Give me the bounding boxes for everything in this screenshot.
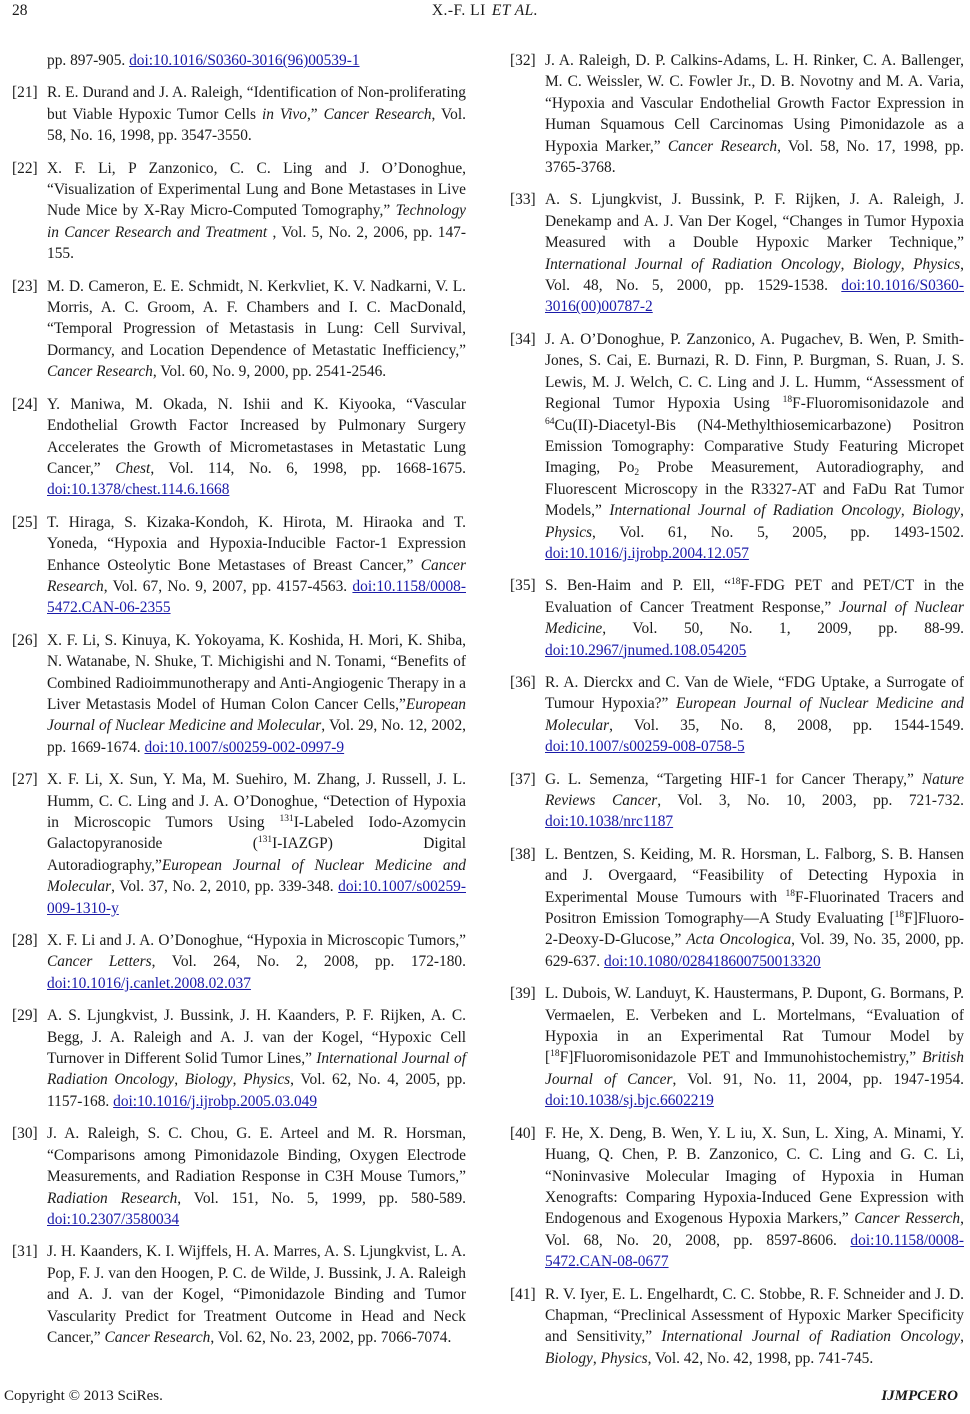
reference-number: [25] <box>12 513 38 531</box>
ref-text: , <box>232 1071 244 1089</box>
journal-name: Cancer Research <box>47 363 153 381</box>
reference-23 <box>12 276 466 383</box>
reference-26 <box>12 630 466 758</box>
journal-name: Physics <box>243 1071 291 1089</box>
reference-22 <box>12 158 466 265</box>
journal-name: Biology <box>184 1071 233 1089</box>
journal-name: Acta Oncologica <box>686 931 792 949</box>
reference-40 <box>510 1123 964 1273</box>
ref-text: , Vol. 91, No. 11, 2004, pp. 1947-1954. <box>672 1070 965 1088</box>
reference-number: [40] <box>510 1124 536 1142</box>
isotope-superscript: 131 <box>279 814 294 824</box>
reference-21 <box>12 82 466 146</box>
journal-name: Biology <box>545 1349 593 1367</box>
ref-text: Probe Measurement, Autoradiography, and Fluorescent Microscopy in the R3327-AT and FaDu Rat Tumor Models,” <box>545 459 964 520</box>
ref-text: , Vol. 5, No. 2, 2006, pp. 147-155. <box>47 223 466 263</box>
ref-text: R. E. Durand and J. A. Raleigh, “Identification of Non-proliferating but Viable Hypoxic Tumor Cells <box>47 84 466 123</box>
reference-column-right <box>510 50 964 1380</box>
running-head <box>0 2 970 20</box>
ref-text: , Vol. 39, No. 35, 2000, pp. 629-637. <box>545 931 965 970</box>
reference-number: [39] <box>510 985 536 1003</box>
ref-text: , <box>960 502 964 520</box>
ref-text: X. F. Li and J. A. O’Donoghue, “Hypoxia in Microscopic Tumors,” <box>47 932 466 950</box>
doi-link[interactable]: doi:10.1007/s00259-009-1310-y <box>47 878 466 917</box>
ref-text: J. A. Raleigh, S. C. Chou, G. E. Arteel and M. R. Horsman, “Comparisons among Pimonidazole Binding, Oxygen Electrode Measurements, and Radiation Response in C3H Mouse Tumors,” <box>47 1125 466 1186</box>
ref-text: F. He, X. Deng, B. Wen, Y. L iu, X. Sun, L. Xing, A. Minami, Y. Huang, Q. Chen, P. B. Zanzonico, C. C. Ling and G. C. Li, “Noninvasive Molecular Imaging of Hypoxia in Human Xenografts: Comparing Hypoxia-Induced Gene Expression with Endogenous and Exogenous Hypoxia Markers,” <box>545 1124 964 1228</box>
reference-continuation <box>12 50 466 71</box>
ref-text: pp. 897-905. <box>47 52 130 69</box>
ref-text: , Vol. 48, No. 5, 2000, pp. 1529-1538. <box>545 255 964 295</box>
ref-text: , <box>900 255 914 273</box>
journal-name: Physics <box>913 255 961 273</box>
reference-number: [41] <box>510 1285 536 1303</box>
ref-text: I-Labeled Iodo-Azomycin Galactopyranoside ( <box>47 814 467 853</box>
journal-name: International Journal of Radiation Oncology <box>661 1328 961 1346</box>
ref-text: , Vol. 62, No. 4, 2005, pp. 1157-168. <box>47 1071 467 1110</box>
reference-35 <box>510 575 964 661</box>
ref-text: , Vol. 67, No. 9, 2007, pp. 4157-4563. <box>103 577 353 595</box>
journal-name: Physics <box>600 1349 648 1367</box>
journal-name: Journal of Nuclear Medicine <box>545 598 964 638</box>
reference-36 <box>510 672 964 758</box>
ref-text: X. F. Li, S. Kinuya, K. Yokoyama, K. Koshida, H. Mori, K. Shiba, N. Watanabe, N. Shuke, T. Michigishi and N. Tonami, “Benefits of Combined Radioimmunotherapy and Anti-Angiogenic Therapy in a Liver Metastasis Model of Human Colon Cancer Cells,” <box>47 631 466 713</box>
reference-27 <box>12 769 466 919</box>
reference-31 <box>12 1241 466 1348</box>
doi-link[interactable]: doi:10.2967/jnumed.108.054205 <box>545 641 747 659</box>
ref-text: , Vol. 42, No. 42, 1998, pp. 741-745. <box>647 1349 874 1367</box>
journal-name: Cancer Research <box>667 137 778 155</box>
ref-text: S. Ben-Haim and P. Ell, “ <box>545 577 731 595</box>
journal-name: Biology <box>912 502 961 520</box>
ref-text: , Vol. 37, No. 2, 2010, pp. 339-348. <box>111 878 339 896</box>
reference-number: [32] <box>510 52 536 69</box>
reference-number: [23] <box>12 277 38 295</box>
journal-name: Cancer Letters <box>47 953 152 971</box>
journal-name: International Journal of Radiation Oncology <box>545 255 841 273</box>
isotope-superscript: 18 <box>785 888 796 899</box>
ref-italic: in Vivo <box>261 105 307 123</box>
reference-25 <box>12 512 466 619</box>
reference-24 <box>12 394 466 501</box>
journal-name: Cancer Resserch <box>854 1210 961 1228</box>
ref-text: I-IAZGP) Digital Autoradiography,” <box>47 835 466 874</box>
journal-name: Radiation Research <box>47 1189 178 1207</box>
ref-text: A. S. Ljungkvist, J. Bussink, P. F. Rijken, J. A. Raleigh, J. Denekamp and A. J. Van Der Kogel, “Changes in Tumor Hypoxia Measured with a Double Hypoxic Marker Technique,” <box>545 191 964 252</box>
doi-link[interactable]: doi:10.1378/chest.114.6.1668 <box>47 481 230 499</box>
reference-29 <box>12 1005 466 1112</box>
doi-link[interactable]: doi:10.1016/S0360-3016(00)00787-2 <box>545 277 964 316</box>
reference-number: [24] <box>12 395 38 413</box>
reference-number: [21] <box>12 84 38 102</box>
isotope-superscript: 18 <box>782 395 793 406</box>
ref-text: J. H. Kaanders, K. I. Wijffels, H. A. Marres, A. S. Ljungkvist, L. A. Pop, F. J. van den Hoogen, P. C. de Wilde, J. Bussink, J. A. Raleigh and A. J. van der Kogel, “Pimonidazole Binding and Tumor Vascularity Predict for Treatment Outcome in Head and Neck Cancer,” <box>47 1243 466 1346</box>
journal-name: European Journal of Nuclear Medicine and Molecular <box>47 856 466 896</box>
journal-name: Cancer Research <box>104 1328 211 1346</box>
ref-text: J. A. O’Donoghue, P. Zanzonico, A. Pugachev, B. Wen, P. Smith-Jones, S. Cai, E. Burnazi, R. D. Finn, P. Burgman, S. Ruan, J. S. Lewis, M. J. Welch, C. C. Ling and J. L. Humm, “Assessment of Regional Tumor Hypoxia Using <box>545 330 964 413</box>
journal-name: European Journal of Nuclear Medicine and Molecular <box>545 695 965 734</box>
ref-text: , Vol. 29, No. 12, 2002, pp. 1669-1674. <box>47 717 466 756</box>
copyright-notice: Copyright © 2013 SciRes. <box>4 1388 163 1404</box>
journal-name: European Journal of Nuclear Medicine and Molecular <box>47 695 466 735</box>
ref-text: X. F. Li, X. Sun, Y. Ma, M. Suehiro, M. Zhang, J. Russell, J. L. Humm, C. C. Ling and J. A. O’Donoghue, “Detection of Hypoxia in Microscopic Tumors Using <box>47 771 466 831</box>
reference-34 <box>510 329 964 564</box>
reference-number: [31] <box>12 1243 38 1261</box>
journal-name: Biology <box>852 255 901 273</box>
isotope-superscript: 18 <box>550 1049 560 1060</box>
ref-text: , Vol. 50, No. 1, 2009, pp. 88-99. <box>602 620 964 638</box>
reference-30 <box>12 1123 466 1230</box>
page-number: 28 <box>12 2 28 19</box>
ref-text: , Vol. 264, No. 2, 2008, pp. 172-180. <box>151 953 466 971</box>
ref-text: X. F. Li, P Zanzonico, C. C. Ling and J. O’Donoghue, “Visualization of Experimental Lung and Bone Metastases in Live Nude Mice by X-Ray Micro-Computed Tomography,” <box>47 159 466 220</box>
ref-text: , <box>900 502 913 520</box>
ref-text: F]Fluoromisonidazole PET and Immunohistochemistry,” <box>559 1049 923 1067</box>
ref-text: M. D. Cameron, E. E. Schmidt, N. Kerkvliet, K. V. Nadkarni, V. L. Morris, A. C. Groom, A. F. Chambers and I. C. MacDonald, “Temporal Progression of Metastasis in Lung: Cell Survival, Dormancy, and Location Dependence of Metastatic Inefficiency,” <box>47 277 466 359</box>
doi-link[interactable]: doi:10.1158/0008-5472.CAN-06-2355 <box>47 577 466 617</box>
ref-text: A. S. Ljungkvist, J. Bussink, J. H. Kaanders, P. F. Rijken, A. C. Begg, J. A. Raleigh and A. J. van der Kogel, “Hypoxic Cell Turnover in Different Solid Tumor Lines,” <box>47 1007 466 1068</box>
doi-link[interactable]: doi:10.1016/S0360-3016(96)00539-1 <box>129 52 360 69</box>
reference-number: [38] <box>510 845 536 863</box>
ref-text: , Vol. 61, No. 5, 2005, pp. 1493-1502. <box>592 523 964 541</box>
reference-37 <box>510 769 964 833</box>
doi-link[interactable]: doi:10.1016/j.ijrobp.2004.12.057 <box>545 544 749 562</box>
journal-name: Physics <box>545 523 593 541</box>
reference-38 <box>510 844 964 972</box>
ref-text: , Vol. 60, No. 9, 2000, pp. 2541-2546. <box>152 363 387 381</box>
doi-link[interactable]: doi:10.1016/j.ijrobp.2005.03.049 <box>113 1092 318 1110</box>
journal-name: Cancer Research <box>323 105 432 123</box>
ref-text: , Vol. 68, No. 20, 2008, pp. 8597-8606. <box>545 1210 964 1249</box>
journal-abbreviation: IJMPCERO <box>881 1388 958 1404</box>
ref-text: T. Hiraga, S. Kizaka-Kondoh, K. Hirota, M. Hiraoka and T. Yoneda, “Hypoxia and Hypoxia-Inducible Factor-1 Expression Enhance Osteolytic Bone Metastases of Breast Cancer,” <box>47 513 466 574</box>
ref-text: J. A. Raleigh, D. P. Calkins-Adams, L. H. Rinker, C. A. Ballenger, M. C. Weissler, W. C. Fowler Jr., D. B. Novotny and M. A. Varia, “Hypoxia and Vascular Endothelial Growth Factor Expression in Human Squamous Cell Carcinomas Using Pimonidazole as a Hypoxia Marker,” <box>545 52 964 155</box>
journal-name: British Journal of Cancer <box>545 1049 964 1088</box>
journal-name: Nature Reviews Cancer <box>545 770 964 809</box>
isotope-superscript: 18 <box>731 577 741 588</box>
ref-text: , <box>840 255 853 273</box>
reference-33 <box>510 189 964 317</box>
reference-number: [28] <box>12 932 38 950</box>
ref-text: F-Fluorinated Tracers and Positron Emission Tomography—A Study Evaluating [ <box>545 888 964 928</box>
ref-text: R. A. Dierckx and C. Van de Wiele, “FDG Uptake, a Surrogate of Tumour Hypoxia?” <box>545 673 964 713</box>
reference-number: [26] <box>12 631 38 649</box>
reference-32 <box>510 50 964 178</box>
ref-text: ,” <box>306 105 324 123</box>
ref-text: , <box>592 1349 601 1367</box>
ref-text: , Vol. 35, No. 8, 2008, pp. 1544-1549. <box>609 716 964 734</box>
reference-number: [22] <box>12 159 38 177</box>
journal-name: Technology in Cancer Research and Treatment <box>47 202 466 241</box>
ref-text: , Vol. 114, No. 6, 1998, pp. 1668-1675. <box>150 459 466 477</box>
ref-text: L. Bentzen, S. Keiding, M. R. Horsman, L. Falborg, S. B. Hansen and J. Overgaard, “Feasibility of Detecting Hypoxia in Experimental Mouse Tumours with <box>545 845 964 906</box>
ref-text: Cu(II)-Diacetyl-Bis (N4-Methylthiosemicarbazone) Positron Emission Tomography: Comparative Study Featuring Micropet Imaging, Po <box>545 416 964 477</box>
doi-link[interactable]: doi:10.1038/nrc1187 <box>545 813 674 831</box>
ref-text: , Vol. 151, No. 5, 1999, pp. 580-589. <box>177 1189 466 1207</box>
ref-text: , Vol. 58, No. 17, 1998, pp. 3765-3768. <box>545 137 964 177</box>
reference-column-left <box>12 50 466 1359</box>
journal-name: International Journal of Radiation Oncology <box>609 502 901 520</box>
reference-39 <box>510 983 964 1111</box>
ref-text: , <box>174 1071 185 1089</box>
ref-text: R. V. Iyer, E. L. Engelhardt, C. C. Stobbe, R. F. Schneider and J. D. Chapman, “Preclinical Assessment of Hypoxic Marker Specificity and Sensitivity,” <box>545 1285 964 1346</box>
doi-link[interactable]: doi:10.1007/s00259-002-0997-9 <box>144 738 345 756</box>
ref-text: F-FDG PET and PET/CT in the Evaluation of Cancer Treatment Response,” <box>545 577 964 616</box>
running-head-et-al: ET AL. <box>491 2 539 19</box>
doi-link[interactable]: doi:10.2307/3580034 <box>47 1210 180 1228</box>
running-head-author: X.-F. LI <box>431 2 486 19</box>
reference-28 <box>12 930 466 994</box>
isotope-superscript: 64 <box>545 416 555 427</box>
isotope-superscript: 131 <box>257 835 273 846</box>
reference-number: [27] <box>12 771 38 789</box>
reference-number: [29] <box>12 1007 38 1025</box>
reference-41 <box>510 1284 964 1370</box>
reference-number: [34] <box>510 330 536 348</box>
journal-name: Cancer Research <box>47 556 466 595</box>
journal-name: Chest <box>115 459 151 477</box>
ref-text: , Vol. 3, No. 10, 2003, pp. 721-732. <box>657 792 964 809</box>
ref-text: F-Fluoromisonidazole and <box>792 395 964 413</box>
doi-link[interactable]: doi:10.1158/0008-5472.CAN-08-0677 <box>545 1231 964 1271</box>
ref-text: L. Dubois, W. Landuyt, K. Haustermans, P. Dupont, G. Bormans, P. Vermaelen, E. Verbeken and L. Mortelmans, “Evaluation of Hypoxia in an Experimental Rat Tumour Model by [ <box>545 985 964 1067</box>
reference-number: [37] <box>510 770 536 788</box>
doi-link[interactable]: doi:10.1038/sj.bjc.6602219 <box>545 1092 714 1110</box>
doi-link[interactable]: doi:10.1016/j.canlet.2008.02.037 <box>47 974 251 992</box>
ref-text: , <box>960 1328 964 1346</box>
ref-text: F]Fluoro-2-Deoxy-D-Glucose,” <box>545 910 964 949</box>
subscript: 2 <box>634 468 640 479</box>
doi-link[interactable]: doi:10.1007/s00259-008-0758-5 <box>545 738 745 756</box>
reference-number: [30] <box>12 1125 38 1143</box>
ref-text: G. L. Semenza, “Targeting HIF-1 for Cancer Therapy,” <box>545 770 922 788</box>
doi-link[interactable]: doi:10.1080/028418600750013320 <box>604 952 821 970</box>
ref-text: Y. Maniwa, M. Okada, N. Ishii and K. Kiyooka, “Vascular Endothelial Growth Factor Increased by Pulmonary Surgery Accelerates the Growth of Micrometastases in Metastatic Lung Cancer,” <box>47 395 466 477</box>
journal-name: International Journal of Radiation Oncology <box>47 1050 466 1089</box>
page-footer <box>0 1388 970 1410</box>
ref-text: , Vol. 62, No. 23, 2002, pp. 7066-7074. <box>210 1328 452 1346</box>
ref-text: , Vol. 58, No. 16, 1998, pp. 3547-3550. <box>47 105 466 145</box>
reference-number: [35] <box>510 577 536 595</box>
page-header <box>0 2 970 26</box>
reference-number: [33] <box>510 191 536 209</box>
reference-number: [36] <box>510 673 536 691</box>
isotope-superscript: 18 <box>894 910 905 921</box>
